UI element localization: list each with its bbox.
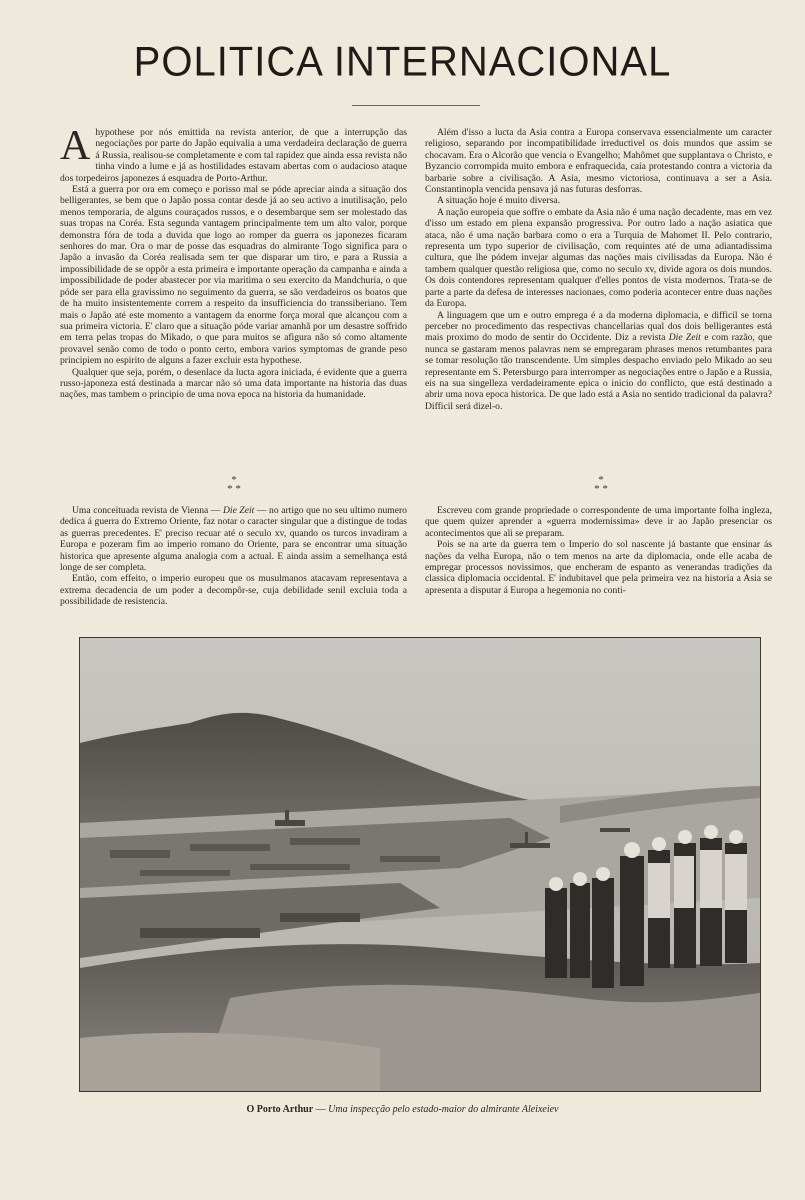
paragraph: Pois se na arte da guerra tem o Imperio do sol nascente já bastante que ensinar ás nações da velha Europa, não o tem menos na arte da diplomacia, onde elle acaba de empregar processos novissimos, que encheram de espanto as venerandas tradições da classica diplomacia occidental. E' indubitavel que pela primeira vez na historia a Asia se apresenta a disputar á Europa a hegemonia no conti-	[425, 539, 772, 596]
paragraph-text: Uma conceituada revista de Vienna —	[72, 505, 223, 516]
paragraph: A nação europeia que soffre o embate da Asia não é uma nação decadente, mas em vez d'isso um estado em plena expansão progressiva. Por outro lado a nação asiatica que ataca, não é uma nação barbara como o era a Turquia de Mahomet II. Pelo contrario, representa um typo superior de civilisação, com requintes até de uma adiantadissima cultura, que lhe pódem invejar algumas das nações mais civilisadas da Europa. Não é tambem qualquer questão religiosa que, como no seculo xv, divide agora os dois mundos. Os dois contendores representam qualquer d'elles pontos de vista modernos. Trata-se de parte a parte da defesa de interesses nacionaes, como poderia acontecer entre duas nações da Europa.	[425, 206, 772, 310]
paragraph-text: — no artigo que no seu ultimo numero dedica á guerra do Extremo Oriente, faz notar o caracter singular que a distingue de todas as guerras precedentes. E' preciso recuar até o seculo xv, quando os turcos invadiram a Europa e pozeram fim ao imperio romano do Oriente, para se encontrar uma situação historica que apresente alguma analogia com a actual. E ainda assim a semelhança está longe de ser completa.	[60, 505, 407, 574]
column-left-lower	[60, 505, 407, 615]
paragraph	[60, 127, 407, 184]
paragraph-text: hypothese por nós emittida na revista anterior, de que a interrupção das negociações por parte do Japão equivalia a uma verdadeira declaração de guerra á Russia, realisou-se completamente e com tal rapidez que ainda essa revista não tinha vindo a lume e já as hostilidades estavam abertas com o audacioso ataque dos torpedeiros japonezes á esquadra de Porto-Arthur.	[60, 127, 407, 184]
harbor-photo-illustration	[80, 638, 760, 1091]
paragraph: Está a guerra por ora em começo e porisso mal se póde apreciar ainda a situação dos belligerantes, se bem que o Japão possa contar desde já ao seu activo a inutilisação, pelo menos temporaria, de alguns couraçados russos, e o desembarque sem ser molestado das suas tropas na Coréa. Esta segunda vantagem principalmente tem um alto valor, porque demonstra fóra de toda a duvida que logo ao romper da guerra os japonezes ficaram senhores do mar. Ora o mar de posse das esquadras do almirante Togo significa para o Japão a invasão da Coréa realisada sem ter que disparar um tiro, e para a Russia a impossibilidade de se oppôr a esta primeira e importante operação da campanha e ainda a impossibilidade de poder abastecer por via maritima o seu exercito da Mandchuria, o que póde ser para ella gravissimo no seguimento da guerra, se são verdadeiros os boatos que de ha muito insistentemente correm a respeito da insufficiencia do transsiberiano. Tem mais o Japão até este momento a vantagem da enorme força moral que alcançou com a sua primeira victoria. E' claro que a situação póde variar amanhã por um desastre soffrido em terra pelas tropas do Mikado, o que para muitos se afigura não só como altamente provavel senão como de todo o ponto certo, embora varios symptomas de grande peso principiem no espirito de alguns a fazer excluir esta hypothese.	[60, 184, 407, 367]
publication-name: Die Zeit	[223, 505, 255, 516]
title-rule	[352, 105, 480, 106]
column-left-upper	[60, 127, 407, 467]
photograph-port-arthur	[79, 637, 761, 1092]
paragraph	[60, 505, 407, 573]
paragraph-text: e com razão, que nunca se gastaram menos palavras nem se empregaram phrases menos retumbantes para se tomar resolução tão transcendente. Um simples despacho enviado pelo Mikado ao seu representante em S. Petersburgo para interromper as negociações entre o Japão e a Russia, eis na sua singelleza verdadeiramente epica o inicio do conflicto, que está destinado a abrir uma nova epoca historica. De que lado está a Asia no sentido tradicional da palavra? Difficil será dizel-o.	[425, 332, 772, 412]
photo-caption	[0, 1104, 805, 1115]
paragraph: Qualquer que seja, porém, o desenlace da lucta agora iniciada, é evidente que a guerra russo-japoneza está destinada a marcar não só uma data importante na historia das duas nações, mas tambem o principio de uma nova epoca na historia da humanidade.	[60, 366, 407, 401]
caption-place: O Porto Arthur	[246, 1104, 314, 1115]
column-right-upper	[425, 127, 772, 467]
caption-description: Uma inspecção pelo estado-maior do almirante Aleixeiev	[328, 1104, 559, 1115]
section-asterism-right: * * *	[594, 474, 608, 495]
paragraph-text: A linguagem que um e outro emprega é a da moderna diplomacia, e difficil se torna perceber no procedimento das respectivas chancellarias qual dos dois belligerantes está mais proximo do modo de sentir do Occidente. Diz a revista	[425, 309, 772, 344]
paragraph: A situação hoje é muito diversa.	[437, 195, 561, 207]
section-asterism-left: * * *	[227, 474, 241, 495]
page-title: POLITICA INTERNACIONAL	[133, 38, 672, 86]
column-right-lower	[425, 505, 772, 615]
paragraph: Então, com effeito, o imperio europeu que os musulmanos atacavam representava a extrema decadencia de um poder a decompôr-se, cuja debilidade senil excluia toda a possibilidade de resistencia.	[60, 573, 407, 608]
paragraph: Escreveu com grande propriedade o correspondente de uma importante folha ingleza, que quem quizer aprender a «guerra modernissima» deve ir ao Japão presenciar os acontecimentos que ali se preparam.	[425, 505, 772, 539]
drop-cap: A	[60, 127, 91, 169]
publication-name: Die Zeit	[668, 332, 701, 344]
caption-dash: —	[313, 1104, 329, 1115]
paragraph	[425, 310, 772, 413]
paragraph: Além d'isso a lucta da Asia contra a Europa conservava essencialmente um caracter religioso, separando por incompatibilidade irreductivel os dois mundos que assim se chocavam. Era o Alcorão que vencia o Evangelho; Mahômet que supplantava o Christo, e Byzancio corrompida muito embora e enfraquecida, caía protestando contra a victoria da barbarie sobre a civilisação. A Asia, mesmo victoriosa, continuava a ser a Asia. Constantinopla vencida pensava já nas futuras desforras.	[425, 127, 772, 196]
